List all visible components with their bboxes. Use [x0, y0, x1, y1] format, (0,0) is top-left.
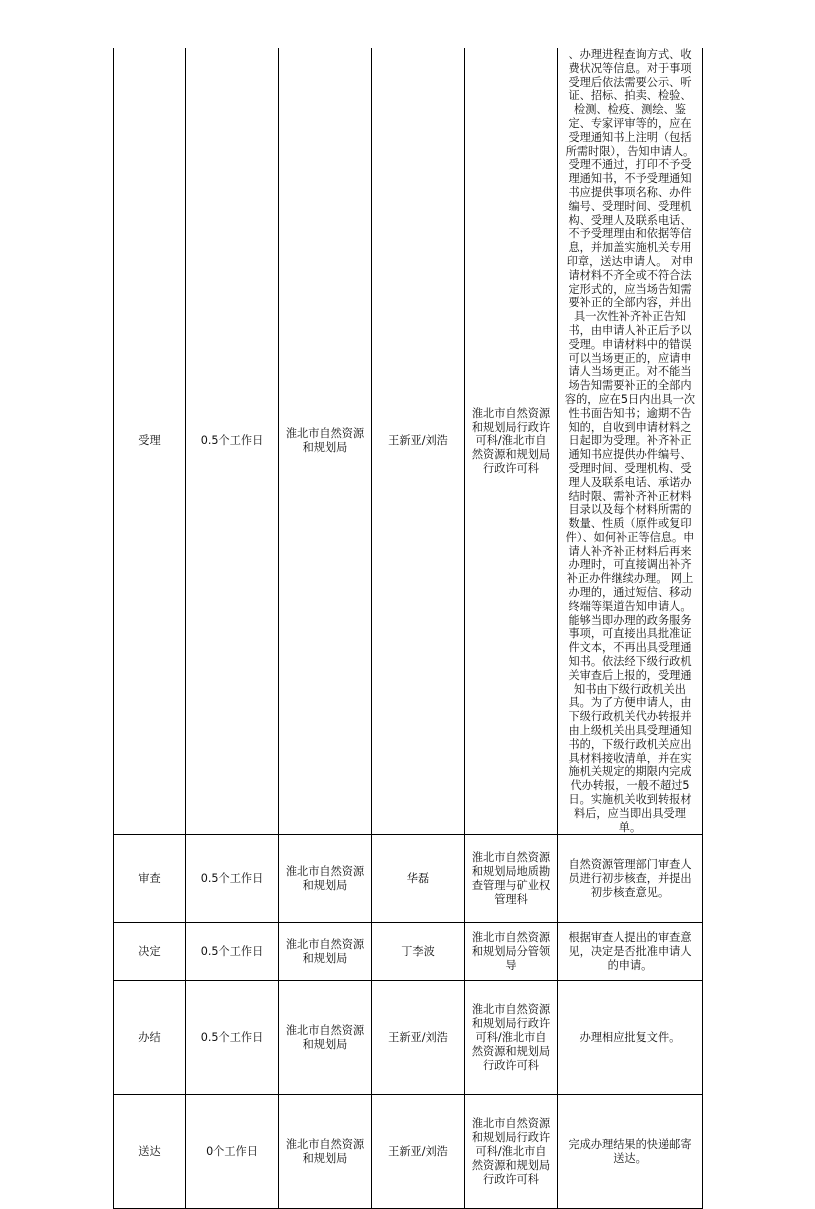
stage-cell: 审查	[114, 835, 186, 923]
table-row	[114, 48, 703, 835]
table-row	[114, 1095, 703, 1209]
standard-cell: 完成办理结果的快递邮寄送达。	[558, 1095, 703, 1209]
standard-cell: 根据审查人提出的审查意见，决定是否批准申请人的申请。	[558, 923, 703, 981]
organization-cell: 淮北市自然资源和规划局	[279, 981, 372, 1095]
organization-cell: 淮北市自然资源和规划局	[279, 1095, 372, 1209]
department-cell: 淮北市自然资源和规划局分管领导	[465, 923, 558, 981]
person-cell: 华磊	[372, 835, 465, 923]
department-cell: 淮北市自然资源和规划局行政许可科/淮北市自然资源和规划局行政许可科	[465, 48, 558, 835]
organization-cell: 淮北市自然资源和规划局	[279, 48, 372, 835]
process-table	[113, 48, 703, 1209]
person-cell: 丁李波	[372, 923, 465, 981]
department-cell: 淮北市自然资源和规划局行政许可科/淮北市自然资源和规划局行政许可科	[465, 1095, 558, 1209]
time-limit-cell: 0.5个工作日	[186, 835, 279, 923]
stage-cell: 受理	[114, 48, 186, 835]
organization-cell: 淮北市自然资源和规划局	[279, 835, 372, 923]
time-limit-cell: 0.5个工作日	[186, 48, 279, 835]
time-limit-cell: 0.5个工作日	[186, 981, 279, 1095]
standard-cell: 、办理进程查询方式、收费状况等信息。对于事项受理后依法需要公示、听证、招标、拍卖、检验、检测、检疫、测绘、鉴定、专家评审等的，应在受理通知书上注明（包括所需时限），告知申请人。 受理不通过，打印不予受理通知书，不予受理通知书应提供事项名称、办件编号、受理时间、受理机构、受理人及联系电话、不予受理理由和依据等信息，并加盖实施机关专用印章，送达申请人。 对申请材料不齐全或不符合法定形式的，应当场告知需要补正的全部内容，并出具一次性补齐补正告知书，由申请人补正后予以受理。申请材料中的错误可以当场更正的，应请申请人当场更正。对不能当场告知需要补正的全部内容的，应在5日内出具一次性书面告知书；逾期不告知的，自收到申请材料之日起即为受理。补齐补正通知书应提供办件编号、受理时间、受理机构、受理人及联系电话、承诺办结时限、需补齐补正材料目录以及每个材料所需的数量、性质（原件或复印件）、如何补正等信息。申请人补齐补正材料后再来办理时，可直接调出补齐补正办件继续办理。 网上办理的，通过短信、移动终端等渠道告知申请人。 能够当即办理的政务服务事项，可直接出具批准证件文本，不再出具受理通知书。依法经下级行政机关审查后上报的，受理通知书由下级行政机关出具。为了方便申请人，由下级行政机关代办转报并由上级机关出具受理通知书的，下级行政机关应出具材料接收清单，并在实施机关规定的期限内完成代办转报，一般不超过5日。实施机关收到转报材料后，应当即出具受理单。	[558, 48, 703, 835]
department-cell: 淮北市自然资源和规划局行政许可科/淮北市自然资源和规划局行政许可科	[465, 981, 558, 1095]
stage-cell: 决定	[114, 923, 186, 981]
table-row	[114, 835, 703, 923]
department-cell: 淮北市自然资源和规划局地质勘查管理与矿业权管理科	[465, 835, 558, 923]
table-row	[114, 923, 703, 981]
time-limit-cell: 0个工作日	[186, 1095, 279, 1209]
standard-cell: 自然资源管理部门审查人员进行初步核查，并提出初步核查意见。	[558, 835, 703, 923]
organization-cell: 淮北市自然资源和规划局	[279, 923, 372, 981]
person-cell: 王新亚/刘浩	[372, 1095, 465, 1209]
table-row	[114, 981, 703, 1095]
person-cell: 王新亚/刘浩	[372, 48, 465, 835]
person-cell: 王新亚/刘浩	[372, 981, 465, 1095]
time-limit-cell: 0.5个工作日	[186, 923, 279, 981]
stage-cell: 送达	[114, 1095, 186, 1209]
standard-cell: 办理相应批复文件。	[558, 981, 703, 1095]
stage-cell: 办结	[114, 981, 186, 1095]
